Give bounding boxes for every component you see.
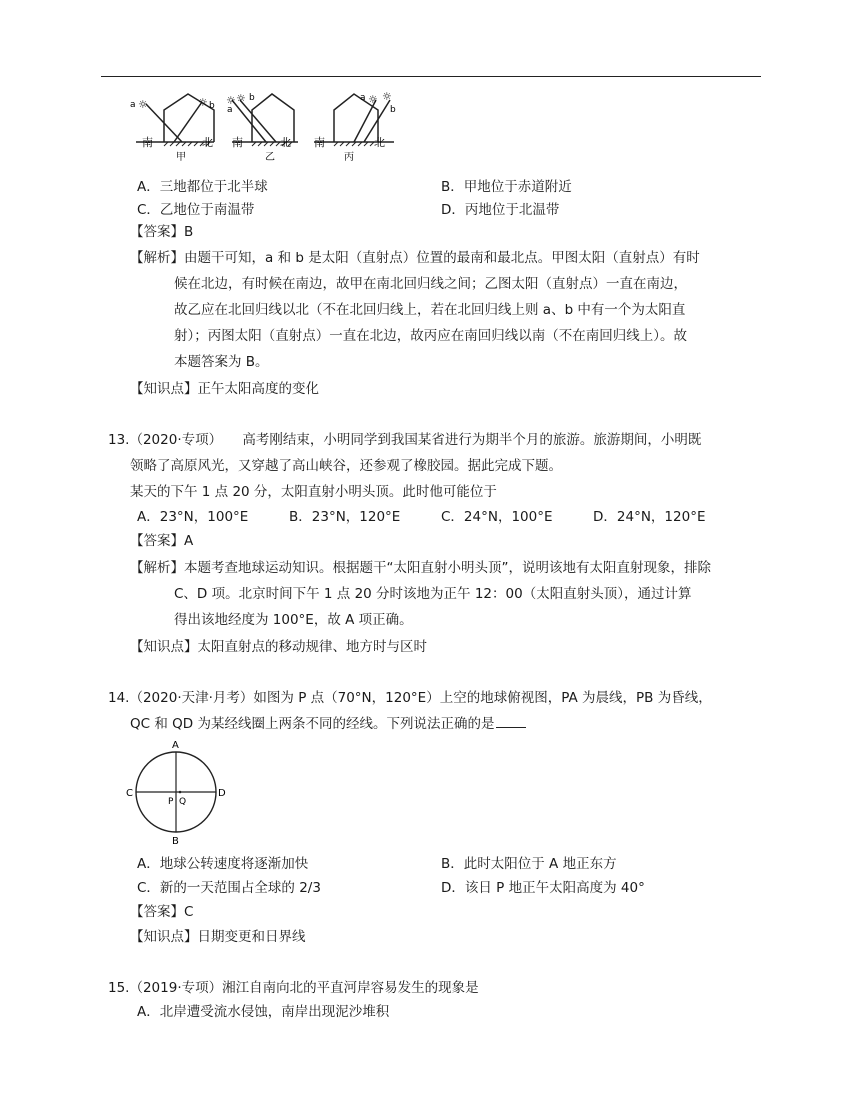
q12-analysis-line: 【解析】由题干可知，a 和 b 是太阳（直射点）位置的最南和最北点。甲图太阳（直射点）有时 [130, 250, 700, 266]
q12-answer: 【答案】B [130, 224, 194, 240]
point-q-label: Q [179, 797, 187, 807]
answer-blank [496, 715, 526, 728]
q14-option-d: D．该日 P 地正午太阳高度为 40° [441, 880, 645, 896]
sun-a-label: a [130, 100, 136, 110]
q12-option-b: B．甲地位于赤道附近 [441, 179, 572, 195]
q13-analysis-line: 【解析】本题考查地球运动知识。根据题干“太阳直射小明头顶”，说明该地有太阳直射现象，排除 [130, 560, 711, 576]
q12-option-d: D．丙地位于北温带 [441, 202, 560, 218]
header-rule [101, 76, 761, 77]
earth-topview-diagram [122, 738, 232, 848]
q14-option-b: B．此时太阳位于 A 地正东方 [441, 856, 617, 872]
sun-icon: ☼ [368, 93, 378, 106]
diagram-label-jia: 甲 [176, 152, 186, 163]
q13-option-d: D．24°N，120°E [593, 509, 706, 525]
sun-icon: ☼ [138, 98, 148, 111]
sun-icon: ☼ [226, 94, 236, 107]
q13-analysis-line: 得出该地经度为 100°E，故 A 项正确。 [174, 612, 413, 628]
sun-a-label: a [227, 105, 233, 115]
q12-knowledge: 【知识点】正午太阳高度的变化 [130, 381, 319, 397]
diagram-label-bing: 丙 [344, 152, 354, 163]
q12-analysis-line: 故乙应在北回归线以北（不在北回归线上，若在北回归线上则 a、b 中有一个为太阳直 [174, 302, 686, 318]
q13-option-a: A．23°N，100°E [137, 509, 249, 525]
sun-b-label: b [209, 101, 215, 111]
south-label: 南 [314, 136, 325, 149]
q14-knowledge: 【知识点】日期变更和日界线 [130, 929, 306, 945]
q13-analysis-line: C、D 项。北京时间下午 1 点 20 分时该地为正午 12：00（太阳直射头顶），通过计算 [174, 586, 692, 602]
q15-stem: 15.（2019·专项）湘江自南向北的平直河岸容易发生的现象是 [108, 980, 479, 996]
q14-option-a: A．地球公转速度将逐渐加快 [137, 856, 309, 872]
q13-option-b: B．23°N，120°E [289, 509, 401, 525]
sun-b-label: b [249, 93, 255, 103]
q13-answer: 【答案】A [130, 533, 194, 549]
south-label: 南 [232, 136, 243, 149]
north-label: 北 [374, 136, 385, 149]
q13-option-c: C．24°N，100°E [441, 509, 553, 525]
q14-stem: 14.（2020·天津·月考）如图为 P 点（70°N，120°E）上空的地球俯视图，PA 为晨线，PB 为昏线， [108, 690, 712, 706]
house-sun-diagram [128, 88, 400, 166]
q14-answer: 【答案】C [130, 904, 194, 920]
point-b-label: B [172, 836, 179, 847]
q13-question: 某天的下午 1 点 20 分，太阳直射小明头顶。此时他可能位于 [130, 484, 497, 500]
point-c-label: C [126, 788, 133, 799]
q12-analysis-line: 射）；丙图太阳（直射点）一直在北边，故丙应在南回归线以南（不在南回归线上）。故 [174, 328, 687, 344]
sun-icon: ☼ [198, 96, 208, 109]
sun-icon: ☼ [382, 90, 392, 103]
q12-analysis-line: 候在北边，有时候在南边，故甲在南北回归线之间；乙图太阳（直射点）一直在南边， [174, 276, 687, 292]
point-d-label: D [218, 788, 226, 799]
q12-option-c: C．乙地位于南温带 [137, 202, 255, 218]
sun-icon: ☼ [236, 92, 246, 105]
q12-analysis-line: 本题答案为 B。 [174, 354, 269, 370]
q14-stem-cont: QC 和 QD 为某经线圈上两条不同的经线。下列说法正确的是 [130, 712, 526, 732]
point-p-label: P [168, 797, 174, 807]
q15-option-a: A．北岸遭受流水侵蚀，南岸出现泥沙堆积 [137, 1004, 390, 1020]
sun-b-label: b [390, 105, 396, 115]
north-label: 北 [202, 136, 213, 149]
q13-stem-cont: 领略了高原风光，又穿越了高山峡谷，还参观了橡胶园。据此完成下题。 [130, 458, 562, 474]
q13-knowledge: 【知识点】太阳直射点的移动规律、地方时与区时 [130, 639, 427, 655]
q14-option-c: C．新的一天范围占全球的 2/3 [137, 880, 321, 896]
point-a-label: A [172, 740, 179, 751]
q12-option-a: A．三地都位于北半球 [137, 179, 268, 195]
q13-stem: 13.（2020·专项） 高考刚结束，小明同学到我国某省进行为期半个月的旅游。旅游期间，小明既 [108, 432, 702, 448]
north-label: 北 [280, 136, 291, 149]
south-label: 南 [142, 136, 153, 149]
sun-a-label: a [360, 93, 366, 103]
diagram-label-yi: 乙 [265, 152, 275, 163]
